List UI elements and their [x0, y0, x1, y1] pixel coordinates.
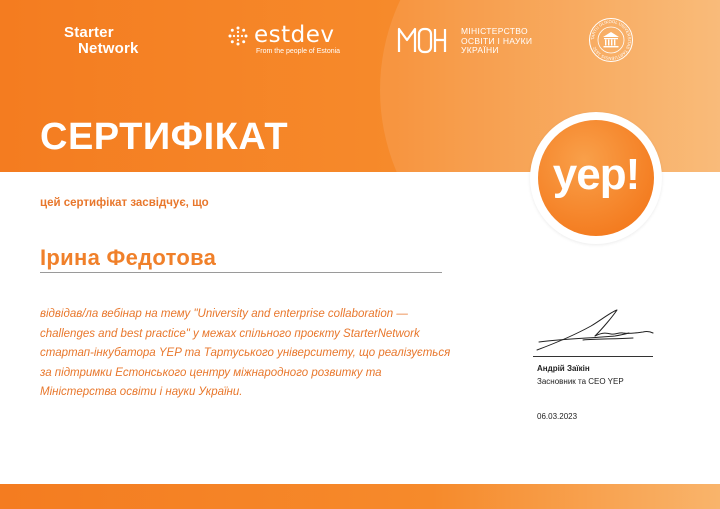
recipient-underline — [40, 272, 442, 273]
signature-line — [533, 356, 653, 357]
certificate-title: СЕРТИФІКАТ — [40, 116, 289, 158]
starter-network-logo — [64, 25, 139, 57]
attest-text: цей сертифікат засвідчує, що — [40, 197, 209, 209]
signer-name: Андрій Заїкін — [537, 364, 590, 373]
footer-band — [0, 484, 720, 509]
university-seal-icon — [588, 17, 634, 63]
ministry-line1: МІНІСТЕРСТВО — [461, 26, 528, 36]
certificate-date: 06.03.2023 — [537, 412, 578, 421]
estdev-tagline: From the people of Estonia — [256, 48, 341, 55]
recipient-name: Ірина Федотова — [40, 245, 217, 270]
ministry-line2: ОСВІТИ І НАУКИ — [461, 35, 533, 46]
certificate-description: відвідав/ла вебінар на тему "University and enterprise collaboration — challenges and best practice" у межах спільного проєкту StarterNetwork стартап-інкубатора YEP та Тартуського університету, що реалізується за підтримки Естонського центру міжнародного розвитку та Міністерства освіти і науки України. — [40, 308, 451, 399]
estdev-dots-icon — [228, 26, 248, 46]
ministry-mark-icon — [397, 26, 455, 54]
yep-badge-circle — [538, 120, 654, 236]
yep-badge-text: yep! — [552, 150, 640, 199]
university-seal-text: TARTU ÜLIKOOL UNIVERSITAS TARTUENSIS 1632 — [589, 18, 633, 62]
signature-icon — [533, 306, 655, 356]
signer-role: Засновник та CEO YEP — [537, 377, 624, 386]
estdev-wordmark: estdev — [254, 22, 335, 48]
starter-logo-line1: Starter — [64, 24, 114, 41]
ministry-name — [461, 27, 532, 56]
yep-badge — [530, 112, 662, 244]
ministry-line3: УКРАЇНИ — [461, 45, 499, 55]
starter-logo-line2: Network — [78, 40, 139, 57]
